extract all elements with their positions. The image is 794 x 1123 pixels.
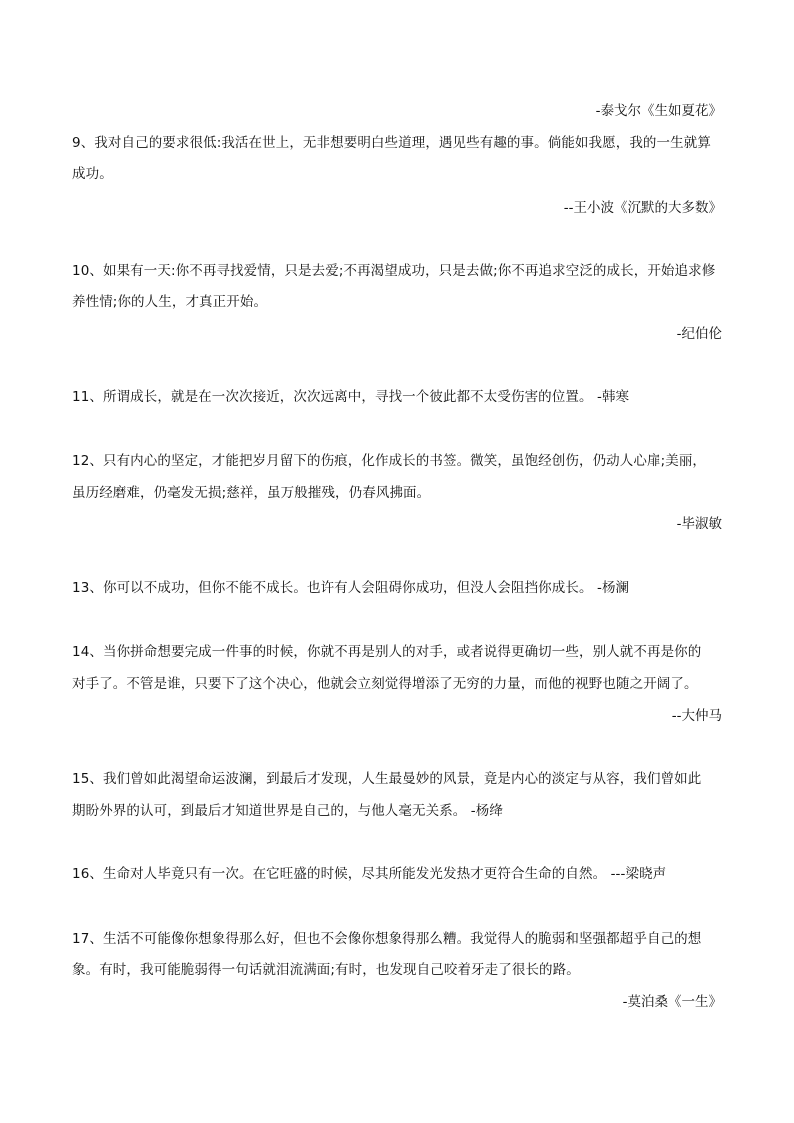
quote-12-attribution: -毕淑敏: [676, 516, 722, 532]
quote-17-attribution: -莫泊桑《一生》: [622, 994, 722, 1010]
quote-10-line-2: 养性情;你的人生，才真正开始。: [72, 294, 268, 310]
quote-12-line-1: 12、只有内心的坚定，才能把岁月留下的伤痕，化作成长的书签。微笑，虽饱经创伤，仍动人心扉;美丽，: [72, 453, 707, 469]
quote-9-line-1: 9、我对自己的要求很低:我活在世上，无非想要明白些道理，遇见些有趣的事。倘能如我愿，我的一生就算: [72, 135, 711, 151]
quote-14-line-2: 对手了。不管是谁，只要下了这个决心，他就会立刻觉得增添了无穷的力量，而他的视野也随之开阔了。: [72, 676, 698, 692]
quote-attribution: -泰戈尔《生如夏花》: [595, 103, 722, 119]
quote-11-line-1: 11、所谓成长，就是在一次次接近，次次远离中，寻找一个彼此都不太受伤害的位置。 -韩寒: [72, 389, 630, 405]
quote-9-line-2: 成功。: [72, 166, 113, 182]
quote-14-attribution: --大仲马: [671, 708, 722, 724]
quote-14-line-1: 14、当你拼命想要完成一件事的时候，你就不再是别人的对手，或者说得更确切一些，别人就不再是你的: [72, 644, 702, 660]
quote-15-line-1: 15、我们曾如此渴望命运波澜，到最后才发现，人生最曼妙的风景，竟是内心的淡定与从容，我们曾如此: [72, 771, 702, 787]
quote-16-line-1: 16、生命对人毕竟只有一次。在它旺盛的时候，尽其所能发光发热才更符合生命的自然。 ---梁晓声: [72, 866, 667, 882]
quote-12-line-2: 虽历经磨难，仍毫发无损;慈祥，虽万般摧残，仍春风拂面。: [72, 485, 431, 501]
quote-13-line-1: 13、你可以不成功，但你不能不成长。也许有人会阻碍你成功，但没人会阻挡你成长。 -杨澜: [72, 580, 630, 596]
quote-9-attribution: --王小波《沉默的大多数》: [563, 200, 722, 216]
quote-17-line-2: 象。有时，我可能脆弱得一句话就泪流满面;有时，也发现自己咬着牙走了很长的路。: [72, 962, 580, 978]
quote-17-line-1: 17、生活不可能像你想象得那么好，但也不会像你想象得那么糟。我觉得人的脆弱和坚强都超乎自己的想: [72, 931, 702, 947]
quote-15-line-2: 期盼外界的认可，到最后才知道世界是自己的，与他人毫无关系。 -杨绛: [72, 803, 503, 819]
quote-10-attribution: -纪伯伦: [676, 326, 722, 342]
quote-10-line-1: 10、如果有一天:你不再寻找爱情，只是去爱;不再渴望成功，只是去做;你不再追求空泛的成长，开始追求修: [72, 263, 716, 279]
